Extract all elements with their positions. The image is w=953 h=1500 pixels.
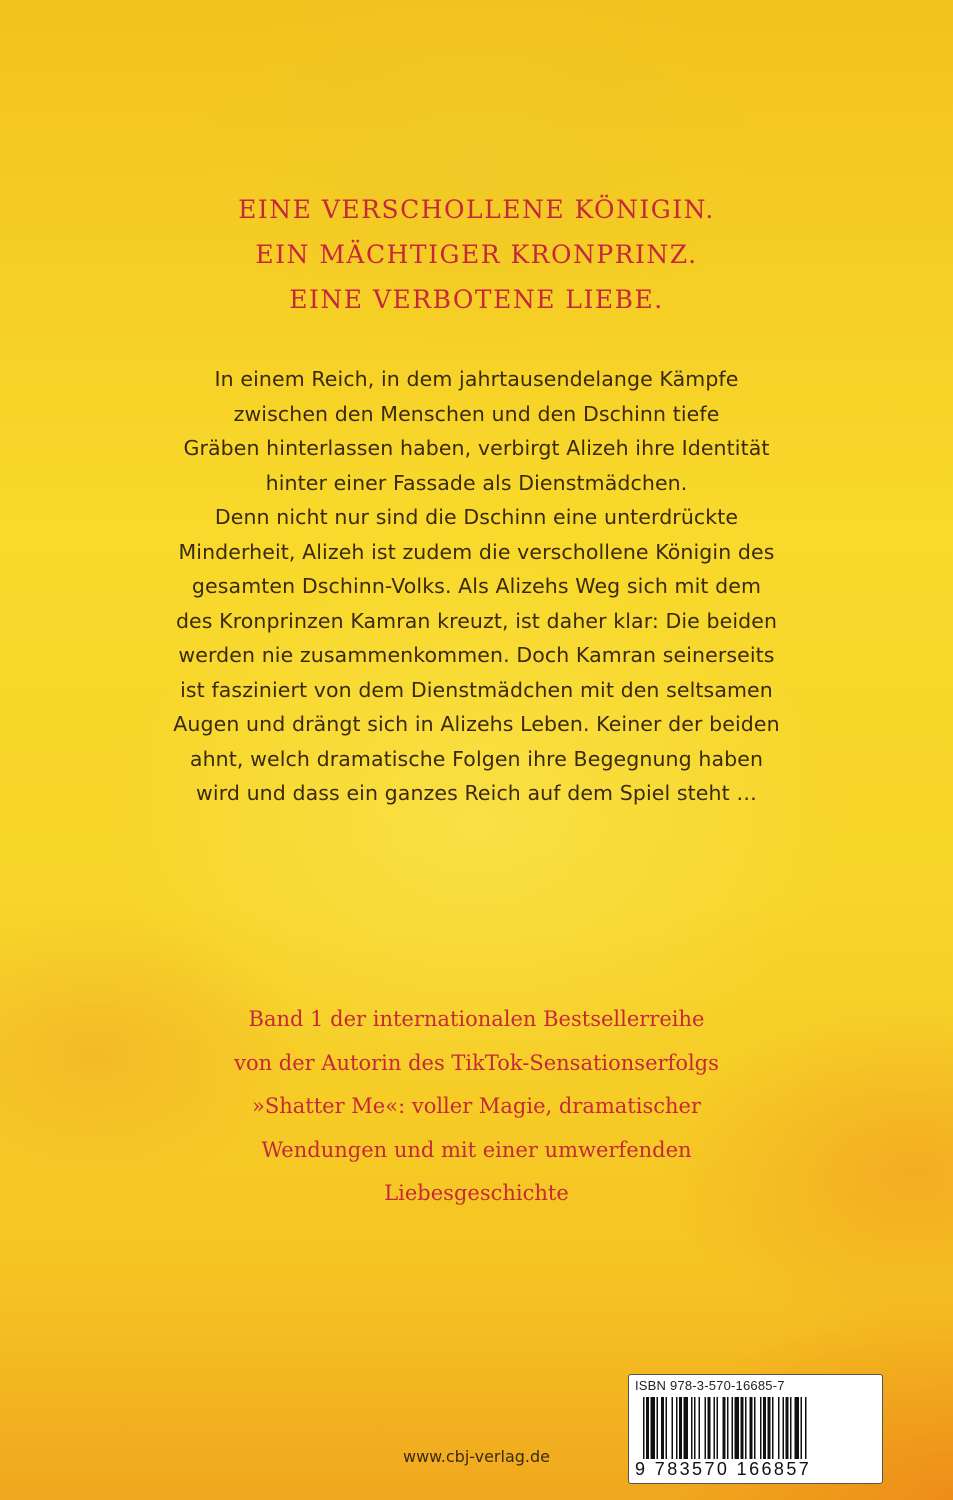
barcode-bar [768,1397,771,1459]
barcode-bar [735,1397,740,1459]
series-line: Band 1 der internationalen Bestsellerreihe [248,1007,705,1031]
barcode-bar [646,1397,649,1459]
series-line: Liebesgeschichte [384,1181,569,1205]
barcode-bar [714,1397,716,1459]
blurb-line: hinter einer Fassade als Dienstmädchen. [265,470,688,495]
blurb-line: Augen und drängt sich in Alizehs Leben. Keiner der beiden [173,712,780,736]
barcode-bar [676,1397,678,1459]
blurb-text [0,362,953,811]
blurb-line: wird und dass ein ganzes Reich auf dem Spiel steht … [196,781,757,805]
barcode-bar [684,1397,689,1459]
barcode-bar [795,1397,800,1459]
blurb-line: Gräben hinterlassen haben, verbirgt Alizeh ihre Identität [183,436,770,460]
series-line: Wendungen und mit einer umwerfenden [261,1137,692,1162]
barcode-bar [778,1397,780,1459]
barcode-bars-icon [643,1397,869,1459]
barcode-bar [763,1397,766,1459]
blurb-line: Minderheit, Alizeh ist zudem die verschollene Königin des [178,539,775,564]
isbn-barcode [628,1374,883,1484]
series-note [0,998,953,1216]
blurb-line: des Kronprinzen Kamran kreuzt, ist daher klar: Die beiden [175,608,778,633]
barcode-bar [801,1397,803,1459]
barcode-bar [745,1397,747,1459]
barcode-bar [760,1397,762,1459]
barcode-bar [754,1397,756,1459]
barcode-bar [657,1397,659,1459]
blurb-line: zwischen den Menschen und den Dschinn tiefe [233,401,720,426]
barcode-digits: 9 783570 166857 [635,1459,812,1479]
barcode-bar [666,1397,668,1459]
barcode-bar [651,1397,656,1459]
blurb-line: ahnt, welch dramatische Folgen ihre Begegnung haben [189,746,764,771]
barcode-bar [732,1397,734,1459]
barcode-bar [772,1397,774,1459]
blurb-line: ist fasziniert von dem Dienstmädchen mit den seltsamen [180,677,773,702]
barcode-bar [672,1397,674,1459]
barcode-bar [705,1397,707,1459]
barcode-bar [717,1397,719,1459]
barcode-bar [691,1397,693,1459]
barcode-bar [750,1397,753,1459]
barcode-bar [786,1397,789,1459]
series-line: »Shatter Me«: voller Magie, dramatischer [252,1094,701,1118]
barcode-bar [805,1397,807,1459]
barcode-bar [741,1397,744,1459]
barcode-bar [679,1397,682,1459]
blurb-line: gesamten Dschinn-Volks. Als Alizehs Weg sich mit dem [191,574,762,598]
blurb-line: In einem Reich, in dem jahrtausendelange Kämpfe [214,367,739,391]
tagline-line: EINE VERBOTENE LIEBE. [289,285,664,314]
series-line: von der Autorin des TikTok-Sensationserfolgs [234,1050,719,1075]
publisher-website: www.cbj-verlag.de [403,1447,550,1466]
barcode-bar [790,1397,792,1459]
barcode-bar [783,1397,785,1459]
barcode-bar [643,1397,645,1459]
barcode-bar [699,1397,701,1459]
tagline-line: EIN MÄCHTIGER KRONPRINZ. [255,240,698,269]
blurb-line: Denn nicht nur sind die Dschinn eine unterdrückte [214,505,739,529]
isbn-label: ISBN 978-3-570-16685-7 [635,1378,785,1393]
barcode-bar [727,1397,729,1459]
barcode-bar [723,1397,726,1459]
barcode-bar [661,1397,664,1459]
tagline [0,187,953,322]
barcode-bar [694,1397,696,1459]
blurb-line: werden nie zusammenkommen. Doch Kamran seinerseits [178,643,775,667]
tagline-line: EINE VERSCHOLLENE KÖNIGIN. [238,195,715,224]
barcode-bar [708,1397,711,1459]
